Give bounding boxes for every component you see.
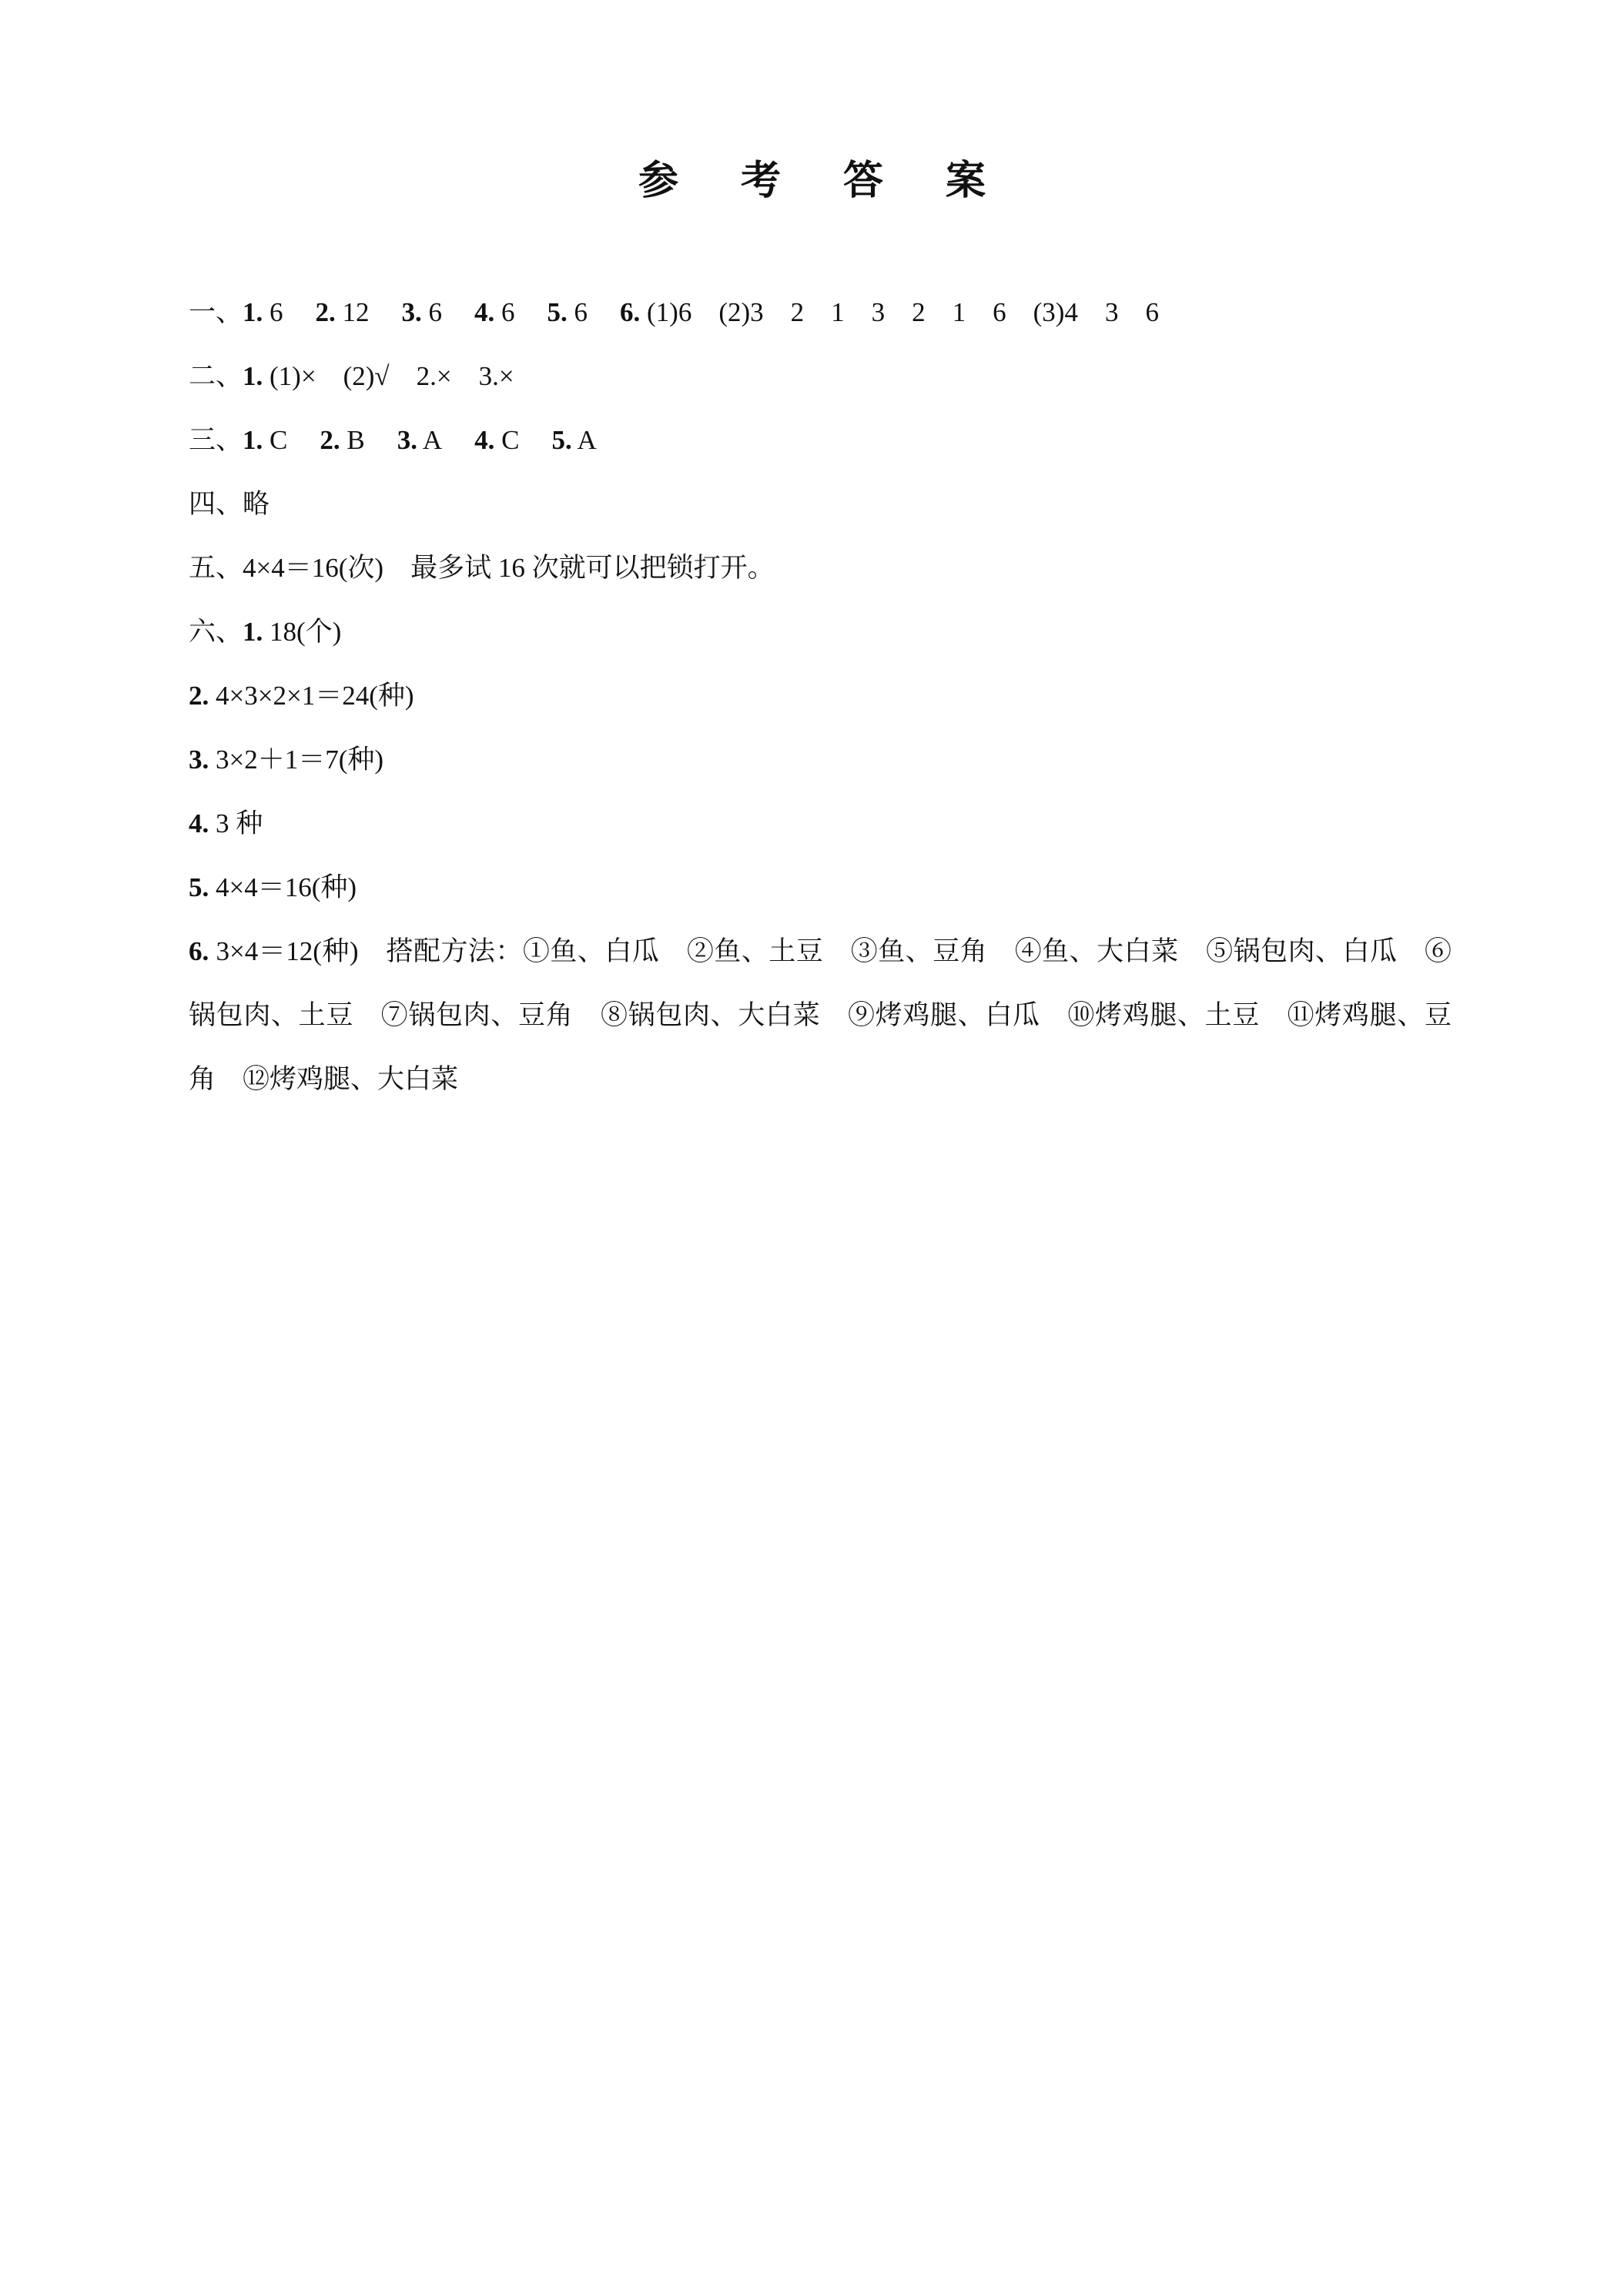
question-number: 2. <box>189 681 209 711</box>
section-label: 四、 <box>189 489 243 519</box>
section-label: 三、 <box>189 425 243 455</box>
question-number: 3. <box>189 745 209 775</box>
page-title: 参 考 答 案 <box>638 159 1012 203</box>
answer-value: 6 <box>574 297 588 327</box>
section-label: 二、 <box>189 361 243 391</box>
section-label: 五、 <box>189 553 243 583</box>
question-number: 4. <box>474 297 495 327</box>
section-6-item-4 <box>189 792 1452 855</box>
answer-value: 略 <box>243 489 270 519</box>
section-4 <box>189 472 1452 536</box>
answer-item <box>397 425 442 455</box>
answer-value: 4×3×2×1＝24(种) <box>216 681 414 711</box>
answer-value: 6 <box>270 297 283 327</box>
section-6-item-6 <box>189 919 1452 1111</box>
section-2 <box>189 344 1452 408</box>
section-6-item-3 <box>189 728 1452 792</box>
answer-item <box>551 425 596 455</box>
answer-value: 3 种 <box>216 808 263 838</box>
answer-list <box>189 280 1452 1111</box>
answer-value: B <box>347 425 365 455</box>
question-number: 4. <box>474 425 495 455</box>
answer-value: 4×4＝16(种) <box>216 872 357 902</box>
section-1 <box>189 280 1452 344</box>
answer-item <box>316 297 370 327</box>
answer-item <box>474 425 519 455</box>
answer-value: A <box>577 425 597 455</box>
answer-item <box>474 297 515 327</box>
answer-value: 6 <box>428 297 443 327</box>
question-number: 5. <box>551 425 572 455</box>
answer-item <box>620 297 1159 327</box>
question-number: 6. <box>189 936 209 966</box>
question-number: 2. <box>315 297 336 327</box>
question-number: 1. <box>243 297 263 327</box>
answer-value: A <box>422 425 443 455</box>
answer-item <box>243 297 283 327</box>
answer-value: 6 <box>501 297 515 327</box>
answer-value: (1)× (2)√ 2.× 3.× <box>270 361 514 391</box>
answer-value: C <box>501 425 520 455</box>
question-number: 5. <box>547 297 568 327</box>
section-6-item-2 <box>189 664 1452 728</box>
section-label: 一、 <box>189 297 243 327</box>
answer-value: 3×2＋1＝7(种) <box>216 745 384 775</box>
question-number: 1. <box>243 361 263 391</box>
answer-item <box>547 297 588 327</box>
question-number: 1. <box>243 617 263 647</box>
question-number: 2. <box>320 425 340 455</box>
section-6-item-1 <box>189 600 1452 664</box>
question-number: 1. <box>243 425 263 455</box>
answer-value: C <box>270 425 288 455</box>
answer-item <box>243 425 287 455</box>
answer-value: 3×4＝12(种) 搭配方法：①鱼、白瓜 ②鱼、土豆 ③鱼、豆角 ④鱼、大白菜 ⑤锅包肉、白瓜 ⑥锅包肉、土豆 ⑦锅包肉、豆角 ⑧锅包肉、大白菜 ⑨烤鸡腿、白瓜 ⑩烤鸡腿、土豆 ⑪烤鸡腿、豆角 ⑫烤鸡腿、大白菜 <box>189 936 1452 1094</box>
answer-value: (1)6 (2)3 2 1 3 2 1 6 (3)4 3 6 <box>647 297 1159 327</box>
question-number: 3. <box>401 297 422 327</box>
section-6-item-5 <box>189 855 1452 919</box>
question-number: 3. <box>397 425 417 455</box>
answer-value: 12 <box>342 297 370 327</box>
answer-value: 4×4＝16(次) 最多试 16 次就可以把锁打开。 <box>243 553 775 583</box>
answer-item <box>320 425 364 455</box>
section-5 <box>189 536 1452 600</box>
question-number: 5. <box>189 872 209 902</box>
section-3 <box>189 408 1452 472</box>
question-number: 4. <box>189 808 209 838</box>
question-number: 6. <box>620 297 641 327</box>
answer-value: 18(个) <box>270 617 342 647</box>
section-label: 六、 <box>189 617 243 647</box>
answer-item <box>402 297 443 327</box>
